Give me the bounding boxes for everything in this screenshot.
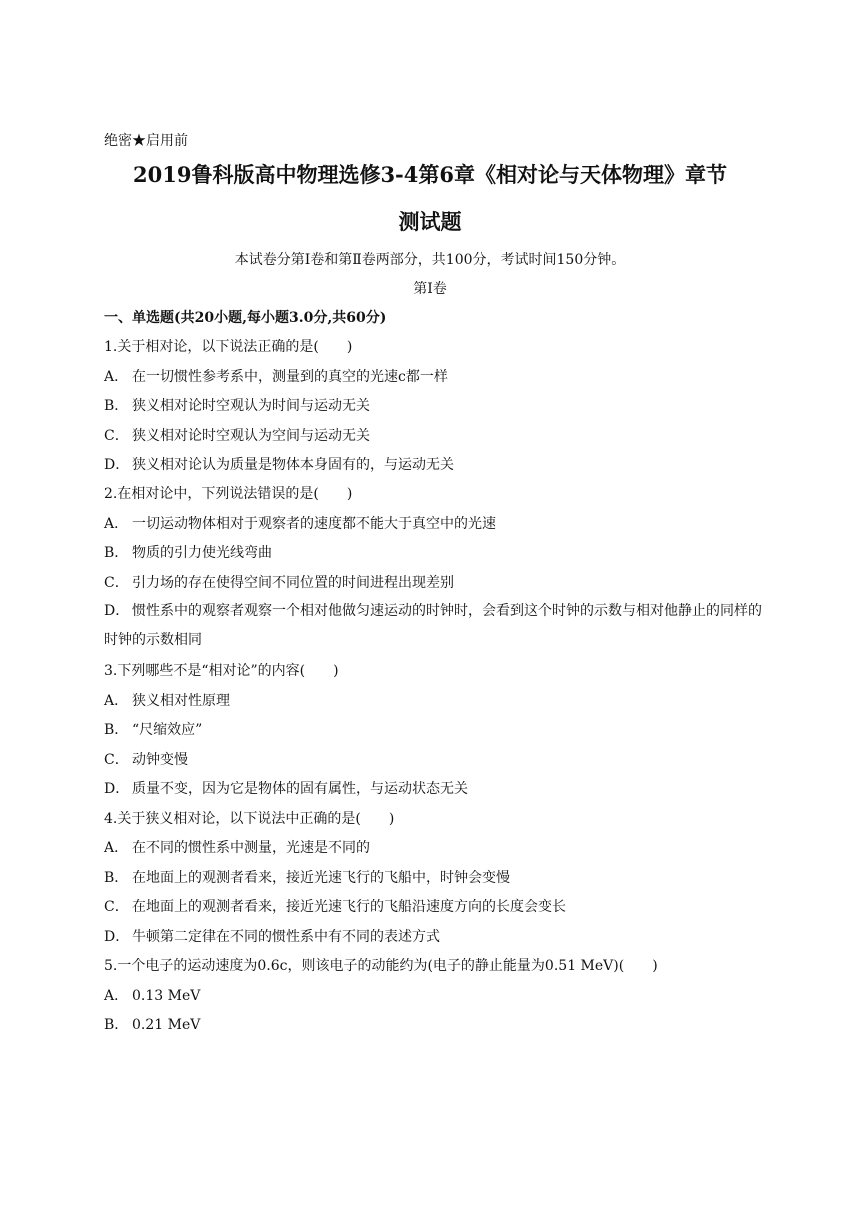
option-text: 动钟变慢 (132, 752, 188, 768)
option-c (104, 751, 188, 769)
question-stem: 1.关于相对论，以下说法正确的是( ) (104, 339, 353, 355)
option-label: A． (104, 369, 129, 385)
option-label: C． (104, 575, 129, 591)
option-label: C． (104, 899, 129, 915)
option-c (104, 898, 566, 916)
option-text: 在地面上的观测者看来，接近光速飞行的飞船沿速度方向的长度会变长 (132, 899, 566, 915)
option-a (104, 987, 200, 1005)
option-label: B． (104, 870, 129, 886)
option-text: “尺缩效应” (132, 722, 203, 738)
option-a (104, 692, 230, 710)
option-text: 狭义相对论时空观认为空间与运动无关 (132, 428, 370, 444)
option-label: B． (104, 545, 129, 561)
option-text: 在不同的惯性系中测量，光速是不同的 (132, 840, 370, 856)
page-title-continued: 测试题 (398, 209, 462, 234)
option-label: B． (104, 1017, 129, 1033)
option-text: 0.21 MeV (132, 1017, 201, 1033)
option-label: A． (104, 840, 129, 856)
option-label: A． (104, 693, 129, 709)
option-b (104, 721, 202, 739)
section-title: 一、单选题(共20小题,每小题3.0分,共60分) (104, 310, 387, 326)
question-stem: 4.关于狭义相对论，以下说法中正确的是( ) (104, 811, 395, 827)
option-text: 质量不变，因为它是物体的固有属性，与运动状态无关 (132, 781, 468, 797)
option-label: C． (104, 428, 129, 444)
option-label: C． (104, 752, 129, 768)
page-title: 2019鲁科版高中物理选修3-4第6章《相对论与天体物理》章节 (133, 162, 727, 187)
option-b (104, 869, 510, 887)
option-c (104, 427, 370, 445)
question-stem: 5.一个电子的运动速度为0.6c，则该电子的动能约为(电子的静止能量为0.51 MeV)( ) (104, 958, 658, 974)
option-text: 引力场的存在使得空间不同位置的时间进程出现差别 (132, 575, 454, 591)
option-text: 惯性系中的观察者观察一个相对他做匀速运动的时钟时，会看到这个时钟的示数与相对他静止的同样的时钟的示数相同 (104, 603, 762, 648)
volume-label: 第Ⅰ卷 (413, 281, 447, 297)
exam-info: 本试卷分第Ⅰ卷和第Ⅱ卷两部分，共100分，考试时间150分钟。 (234, 252, 626, 268)
question-stem: 3.下列哪些不是“相对论”的内容( ) (104, 663, 339, 679)
option-label: D． (104, 457, 130, 473)
option-label: B． (104, 722, 129, 738)
option-d (104, 456, 454, 474)
option-c (104, 574, 454, 592)
option-d (104, 780, 468, 798)
option-b (104, 1016, 200, 1034)
option-b (104, 544, 272, 562)
option-label: D． (104, 781, 130, 797)
option-text: 狭义相对性原理 (132, 693, 230, 709)
option-label: D． (104, 929, 130, 945)
option-label: B． (104, 398, 129, 414)
option-label: A． (104, 516, 129, 532)
option-d (104, 597, 764, 655)
option-text: 牛顿第二定律在不同的惯性系中有不同的表述方式 (132, 929, 440, 945)
secret-mark: 绝密★启用前 (104, 133, 188, 149)
option-label: A． (104, 988, 129, 1004)
option-text: 物质的引力使光线弯曲 (132, 545, 272, 561)
option-text: 狭义相对论认为质量是物体本身固有的，与运动无关 (132, 457, 454, 473)
option-text: 一切运动物体相对于观察者的速度都不能大于真空中的光速 (132, 516, 496, 532)
option-a (104, 839, 370, 857)
option-text: 0.13 MeV (132, 988, 201, 1004)
option-a (104, 368, 448, 386)
option-b (104, 397, 370, 415)
question-stem: 2.在相对论中，下列说法错误的是( ) (104, 486, 353, 502)
option-d (104, 928, 440, 946)
option-label: D． (104, 603, 130, 619)
option-text: 狭义相对论时空观认为时间与运动无关 (132, 398, 370, 414)
option-text: 在地面上的观测者看来，接近光速飞行的飞船中，时钟会变慢 (132, 870, 510, 886)
option-a (104, 515, 496, 533)
option-text: 在一切惯性参考系中，测量到的真空的光速c都一样 (132, 369, 448, 385)
